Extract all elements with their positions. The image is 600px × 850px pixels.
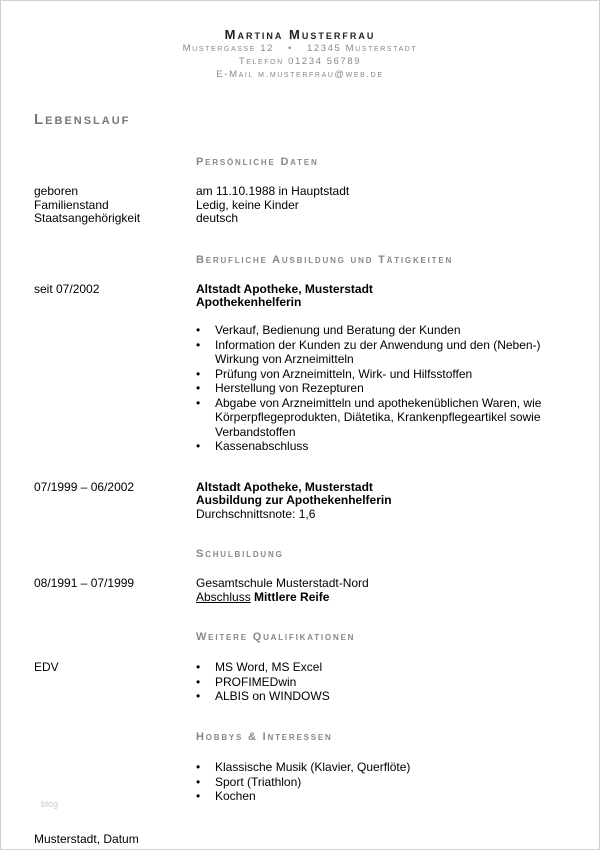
list-item: • Kochen	[196, 789, 566, 804]
career-task-list	[196, 323, 566, 454]
contact-header	[1, 27, 599, 81]
list-item: • PROFIMEDwin	[196, 675, 566, 690]
list-item: • Herstellung von Rezepturen	[196, 381, 566, 396]
list-item: • ALBIS on WINDOWS	[196, 689, 566, 704]
personal-value-birth: am 11.10.1988 in Hauptstadt	[196, 184, 350, 198]
address-separator: •	[288, 43, 293, 54]
training-role: Ausbildung zur Apothekenhelferin	[196, 493, 392, 507]
section-heading-personal: Persönliche Daten	[196, 156, 319, 168]
watermark: blog	[41, 799, 59, 809]
list-item: • Kassenabschluss	[196, 439, 566, 454]
email-line: E-Mail m.musterfrau@web.de	[216, 69, 384, 80]
cv-title: Lebenslauf	[34, 111, 131, 128]
place-date: Musterstadt, Datum	[34, 832, 139, 846]
career-period: seit 07/2002	[34, 282, 100, 296]
section-heading-hobbies: Hobbys & Interessen	[196, 731, 333, 743]
career-role: Apothekenhelferin	[196, 295, 302, 309]
list-item: • Sport (Triathlon)	[196, 775, 566, 790]
list-item: • Prüfung von Arzneimitteln, Wirk- und Hilfsstoffen	[196, 367, 566, 382]
list-item: • MS Word, MS Excel	[196, 660, 566, 675]
personal-value-marital: Ledig, keine Kinder	[196, 198, 299, 212]
city: 12345 Musterstadt	[306, 43, 418, 54]
applicant-name: Martina Musterfrau	[224, 27, 376, 42]
training-period: 07/1999 – 06/2002	[34, 480, 135, 494]
degree-label: Abschluss	[196, 590, 251, 604]
section-heading-career: Berufliche Ausbildung und Tätigkeiten	[196, 254, 454, 266]
qualification-label: EDV	[34, 660, 59, 674]
personal-value-nationality: deutsch	[196, 211, 239, 225]
list-item: • Klassische Musik (Klavier, Querflöte)	[196, 760, 566, 775]
section-heading-school: Schulbildung	[196, 548, 284, 560]
list-item: • Abgabe von Arzneimitteln und apothekenüblichen Waren, wie Körperpflegeprodukten, Diätetika, Krankenpflegeartikel sowie Verbandstoffen	[196, 396, 566, 440]
school-degree-line	[196, 590, 329, 604]
street: Mustergasse 12	[182, 43, 275, 54]
training-employer: Altstadt Apotheke, Musterstadt	[196, 480, 373, 494]
personal-label-marital: Familienstand	[34, 198, 109, 212]
qualification-list	[196, 660, 566, 704]
list-item: • Verkauf, Bedienung und Beratung der Kunden	[196, 323, 566, 338]
career-employer: Altstadt Apotheke, Musterstadt	[196, 282, 373, 296]
training-grade: Durchschnittsnote: 1,6	[196, 507, 316, 521]
personal-label-nationality: Staatsangehörigkeit	[34, 211, 141, 225]
school-period: 08/1991 – 07/1999	[34, 576, 135, 590]
section-heading-qualifications: Weitere Qualifikationen	[196, 631, 356, 643]
personal-label-birth: geboren	[34, 184, 79, 198]
school-name: Gesamtschule Musterstadt-Nord	[196, 576, 369, 590]
hobby-list	[196, 760, 566, 804]
degree-value: Mittlere Reife	[254, 590, 330, 604]
list-item: • Information der Kunden zu der Anwendung und den (Neben-) Wirkung von Arzneimitteln	[196, 338, 566, 367]
phone-line: Telefon 01234 56789	[238, 56, 362, 67]
address-line	[1, 42, 599, 55]
